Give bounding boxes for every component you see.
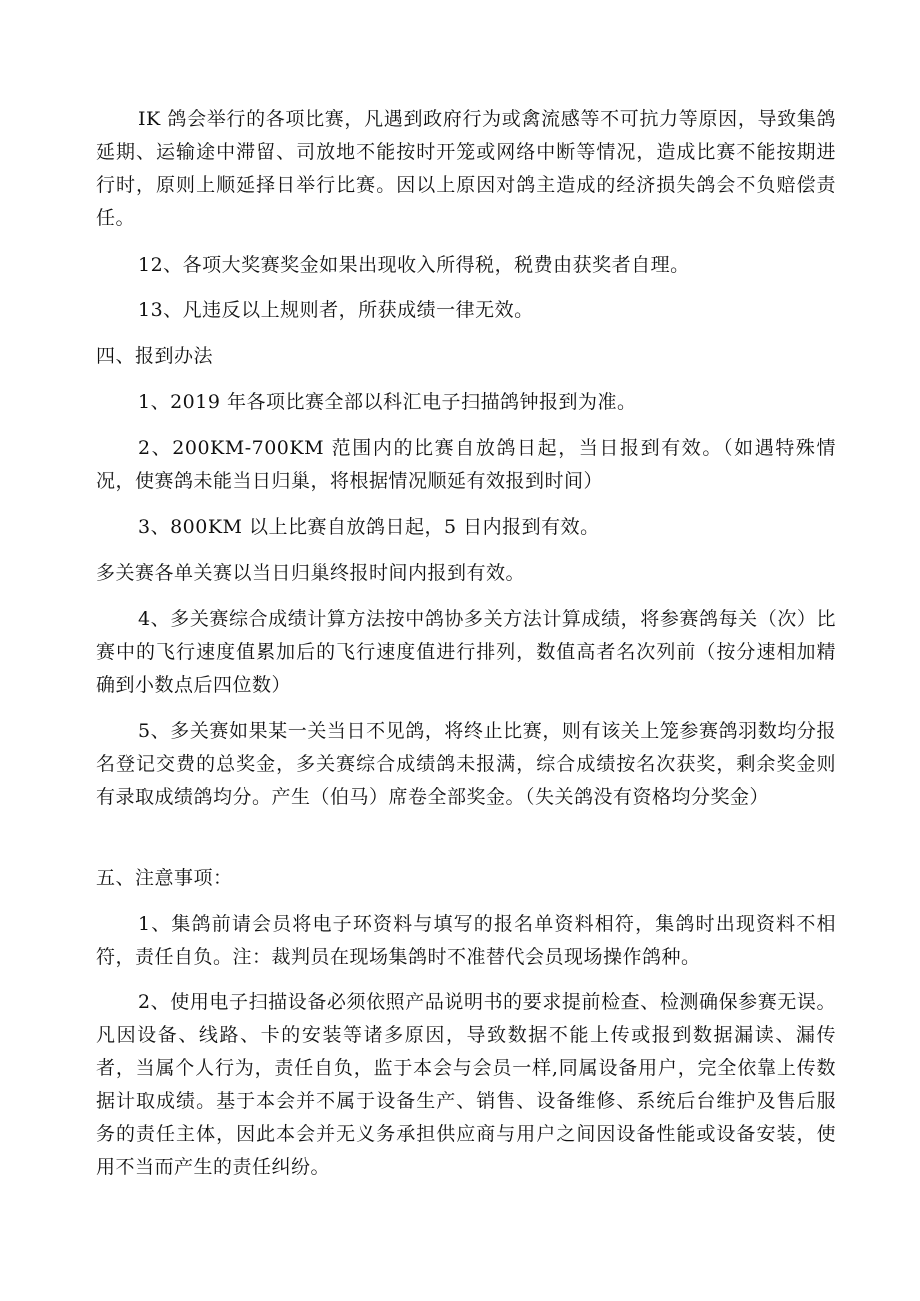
paragraph-report-3: 3、800KM 以上比赛自放鸽日起，5 日内报到有效。 xyxy=(138,516,600,538)
section-heading-notes: 五、注意事项： xyxy=(96,867,233,889)
paragraph-report-5: 5、多关赛如果某一关当日不见鸽，将终止比赛，则有该关上笼参赛鸽羽数均分报名登记交费的总奖金，多关赛综合成绩鸽未报满，综合成绩按名次获奖，剩余奖金则有录取成绩鸽均分。产生（伯马）席卷全部奖金。（失关鸽没有资格均分奖金） xyxy=(96,720,836,808)
paragraph-multi-stage-note: 多关赛各单关赛以当日归巢终报时间内报到有效。 xyxy=(96,562,526,584)
paragraph-rule-13: 13、凡违反以上规则者，所获成绩一律无效。 xyxy=(138,299,534,321)
paragraph-report-2: 2、200KM-700KM 范围内的比赛自放鸽日起，当日报到有效。（如遇特殊情况，使赛鸽未能当日归巢，将根据情况顺延有效报到时间） xyxy=(96,437,836,492)
paragraph-report-1: 1、2019 年各项比赛全部以科汇电子扫描鸽钟报到为准。 xyxy=(138,391,637,413)
paragraph-force-majeure: IK 鸽会举行的各项比赛，凡遇到政府行为或禽流感等不可抗力等原因，导致集鸽延期、运输途中滞留、司放地不能按时开笼或网络中断等情况，造成比赛不能按期进行时，原则上顺延择日举行比赛。因以上原因对鸽主造成的经济损失鸽会不负赔偿责任。 xyxy=(96,108,836,229)
paragraph-note-2: 2、使用电子扫描设备必须依照产品说明书的要求提前检查、检测确保参赛无误。凡因设备、线路、卡的安装等诸多原因，导致数据不能上传或报到数据漏读、漏传者，当属个人行为，责任自负，监于本会与会员一样,同属设备用户，完全依靠上传数据计取成绩。基于本会并不属于设备生产、销售、设备维修、系统后台维护及售后服务的责任主体，因此本会并无义务承担供应商与用户之间因设备性能或设备安装，使用不当而产生的责任纠纷。 xyxy=(96,991,836,1178)
paragraph-report-4: 4、多关赛综合成绩计算方法按中鸽协多关方法计算成绩，将参赛鸽每关（次）比赛中的飞行速度值累加后的飞行速度值进行排列，数值高者名次列前（按分速相加精确到小数点后四位数） xyxy=(96,608,836,696)
paragraph-rule-12: 12、各项大奖赛奖金如果出现收入所得税，税费由获奖者自理。 xyxy=(138,254,690,276)
paragraph-note-1: 1、集鸽前请会员将电子环资料与填写的报名单资料相符，集鸽时出现资料不相符，责任自负。注：裁判员在现场集鸽时不准替代会员现场操作鸽种。 xyxy=(96,913,836,968)
section-heading-reporting: 四、报到办法 xyxy=(96,345,214,367)
